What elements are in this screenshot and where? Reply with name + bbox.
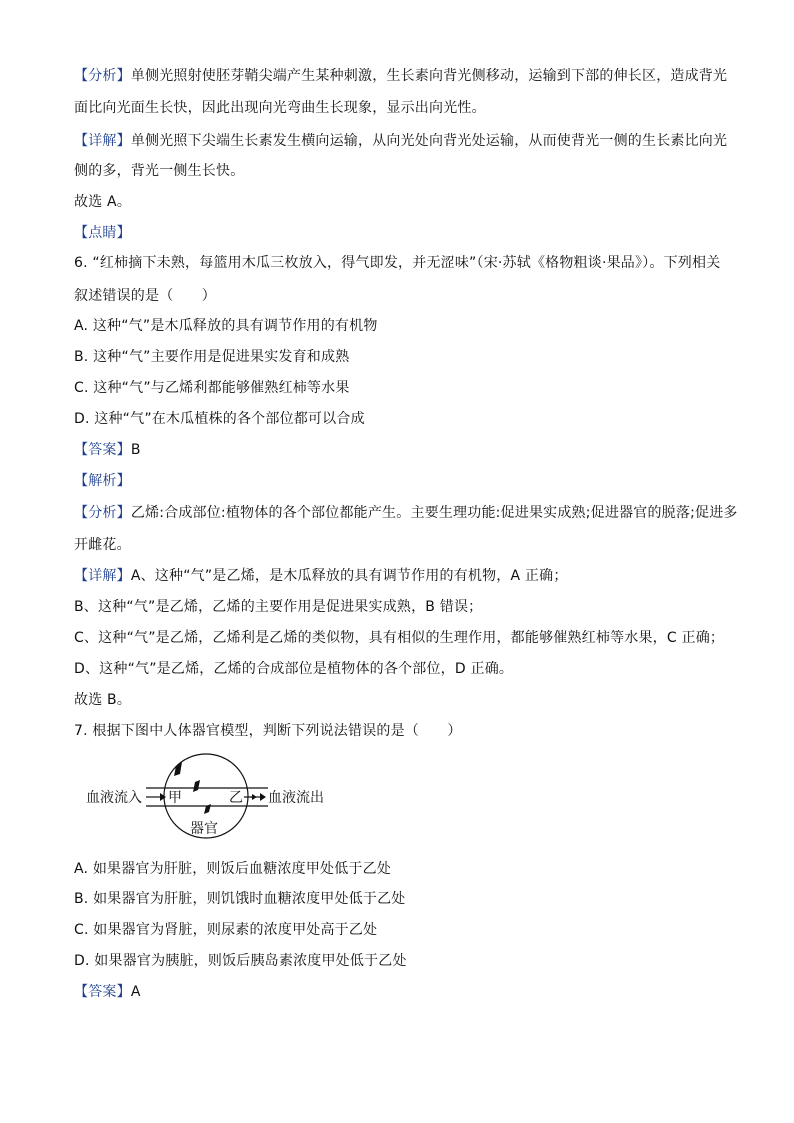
q6-analysis-text-1: 乙烯:合成部位:植物体的各个部位都能产生。主要生理功能:促进果实成熟;促进器官的脱落;促进多 <box>130 505 738 521</box>
q5-detail-line-1 <box>74 131 728 151</box>
q7-option-d: D. 如果器官为胰脏，则饭后胰岛素浓度甲处低于乙处 <box>74 953 407 969</box>
q5-analysis-line-1 <box>74 66 728 86</box>
q5-detail-text-1: 单侧光照下尖端生长素发生横向运输，从向光处向背光处运输，从而使背光一侧的生长素比向光 <box>130 133 728 149</box>
organ-model-svg <box>84 752 344 842</box>
q7-answer-value: A <box>130 984 141 1000</box>
detail-tag: 【详解】 <box>74 568 131 584</box>
comment-tag: 【点睛】 <box>74 225 131 241</box>
q7-option-b: B. 如果器官为肝脏，则饥饿时血糖浓度甲处低于乙处 <box>74 891 406 907</box>
q7-stem: 7. 根据下图中人体器官模型，判断下列说法错误的是（ ） <box>74 723 462 739</box>
q6-detail-b: B、这种“气”是乙烯，乙烯的主要作用是促进果实成熟，B 错误； <box>74 599 483 615</box>
q7-option-c: C. 如果器官为肾脏，则尿素的浓度甲处高于乙处 <box>74 922 378 938</box>
organ-label: 器官 <box>190 821 218 837</box>
valve-flap-2 <box>193 780 200 792</box>
q6-analysis-line-1 <box>74 503 738 523</box>
q6-answer <box>74 440 724 460</box>
outflow-arrowhead <box>260 793 266 801</box>
answer-tag: 【答案】 <box>74 984 131 1000</box>
organ-model-diagram <box>84 752 344 842</box>
q6-stem-line-1: 6. “红柿摘下未熟，每篮用木瓜三枚放入，得气即发，并无涩味”（宋·苏轼《格物粗谈·果品》）。下列相关 <box>74 255 721 271</box>
q6-option-b: B. 这种“气”主要作用是促进果实发育和成熟 <box>74 349 350 365</box>
analysis-tag: 【分析】 <box>74 68 131 84</box>
q5-choice: 故选 A。 <box>74 194 132 210</box>
q6-detail-a <box>74 566 724 586</box>
q6-detail-c: C、这种“气”是乙烯，乙烯利是乙烯的类似物，具有相似的生理作用，都能够催熟红柿等水果，C 正确； <box>74 630 725 646</box>
q6-detail-d: D、这种“气”是乙烯，乙烯的合成部位是植物体的各个部位，D 正确。 <box>74 661 514 677</box>
q5-detail-line-2: 侧的多，背光一侧生长快。 <box>74 163 245 179</box>
inflow-label: 血液流入 <box>86 790 142 806</box>
analysis-tag: 【分析】 <box>74 505 131 521</box>
detail-tag: 【详解】 <box>74 133 131 149</box>
q6-option-a: A. 这种“气”是木瓜释放的具有调节作用的有机物 <box>74 318 378 334</box>
q6-detail-a-text: A、这种“气”是乙烯，是木瓜释放的具有调节作用的有机物，A 正确； <box>130 568 568 584</box>
q6-answer-value: B <box>130 442 141 458</box>
q6-option-d: D. 这种“气”在木瓜植株的各个部位都可以合成 <box>74 411 365 427</box>
outflow-label: 血液流出 <box>268 790 324 806</box>
q6-choice: 故选 B。 <box>74 692 132 708</box>
comment-heading <box>74 223 724 243</box>
q5-analysis-text-1: 单侧光照射使胚芽鞘尖端产生某种刺激，生长素向背光侧移动，运输到下部的伸长区，造成背光 <box>130 68 728 84</box>
point-b-label: 乙 <box>229 790 243 806</box>
explanation-tag: 【解析】 <box>74 473 131 489</box>
q5-analysis-line-2: 面比向光面生长快，因此出现向光弯曲生长现象，显示出向光性。 <box>74 100 486 116</box>
q7-option-a: A. 如果器官为肝脏，则饭后血糖浓度甲处低于乙处 <box>74 861 392 877</box>
q6-analysis-line-2: 开雌花。 <box>74 537 131 553</box>
q6-stem-line-2: 叙述错误的是（ ） <box>74 288 216 304</box>
answer-tag: 【答案】 <box>74 442 131 458</box>
point-a-label: 甲 <box>168 790 182 806</box>
inflow-arrowhead <box>160 793 166 801</box>
q7-answer <box>74 982 724 1002</box>
q6-option-c: C. 这种“气”与乙烯利都能够催熟红柿等水果 <box>74 380 350 396</box>
q6-explanation-heading <box>74 471 724 491</box>
